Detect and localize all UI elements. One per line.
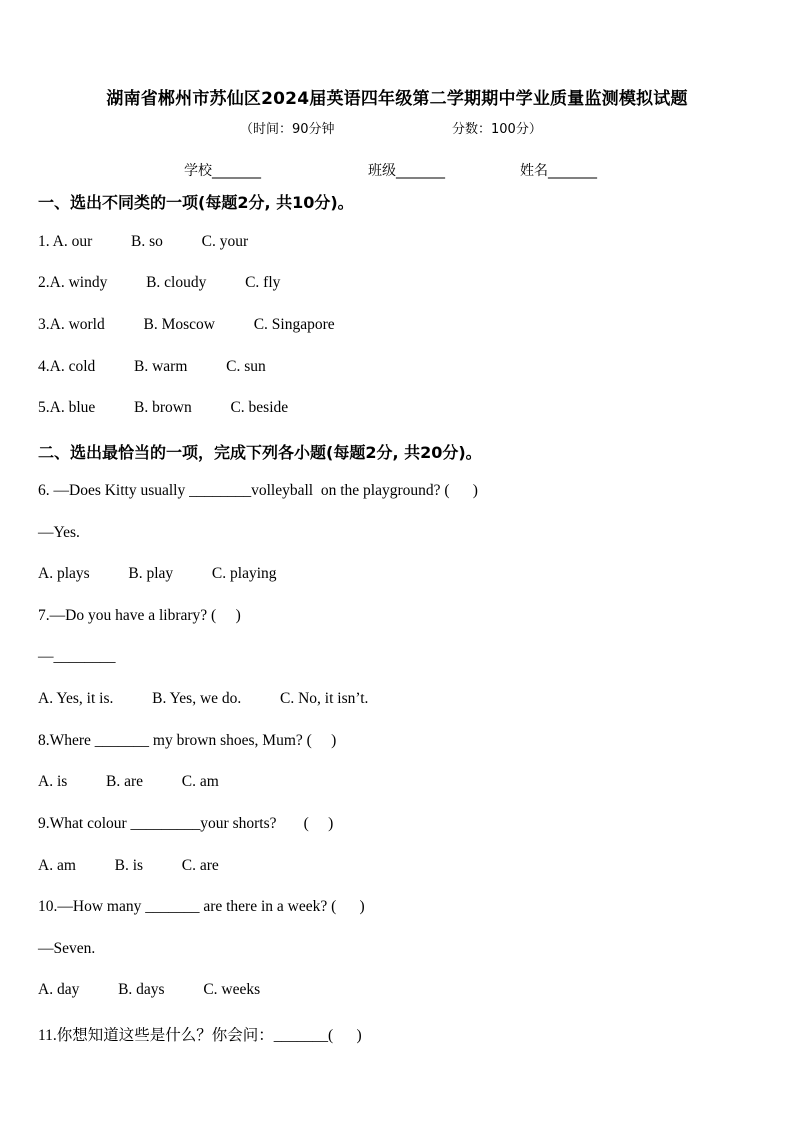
exam-score: 分数：100分） [452, 122, 542, 137]
question-8: 8.Where _______ my brown shoes, Mum? ( ) [38, 732, 337, 749]
question-2: 2.A. windy B. cloudy C. fly [38, 274, 281, 291]
question-6: 6. —Does Kitty usually ________volleyball on the playground? ( ) [38, 482, 478, 499]
question-9: 9.What colour _________your shorts? ( ) [38, 815, 334, 832]
question-7: 7.—Do you have a library? ( ) [38, 607, 241, 624]
name-field: 姓名_______ [520, 163, 597, 179]
question-6-answer: —Yes. [38, 524, 80, 541]
question-10-answer: —Seven. [38, 940, 96, 957]
page-title: 湖南省郴州市苏仙区2024届英语四年级第二学期期中学业质量监测模拟试题 [106, 89, 688, 109]
question-6-options: A. plays B. play C. playing [38, 565, 277, 582]
class-field: 班级_______ [368, 163, 445, 179]
question-10-options: A. day B. days C. weeks [38, 981, 261, 998]
question-8-options: A. is B. are C. am [38, 773, 219, 790]
question-9-options: A. am B. is C. are [38, 857, 219, 874]
school-field: 学校_______ [184, 163, 261, 179]
question-11: 11.你想知道这些是什么？你会问：_______( ) [38, 1027, 362, 1044]
question-10: 10.—How many _______ are there in a week? ( ) [38, 898, 365, 915]
question-4: 4.A. cold B. warm C. sun [38, 358, 266, 375]
question-7-answer: —________ [38, 648, 116, 665]
section-1-title: 一、选出不同类的一项(每题2分, 共10分)。 [38, 193, 354, 212]
exam-time: （时间：90分钟 [240, 122, 335, 137]
question-5: 5.A. blue B. brown C. beside [38, 399, 289, 416]
question-7-options: A. Yes, it is. B. Yes, we do. C. No, it isn’t. [38, 690, 369, 707]
question-3: 3.A. world B. Moscow C. Singapore [38, 316, 335, 333]
question-1: 1. A. our B. so C. your [38, 233, 249, 250]
section-2-title: 二、选出最恰当的一项，完成下列各小题(每题2分, 共20分)。 [38, 443, 482, 462]
